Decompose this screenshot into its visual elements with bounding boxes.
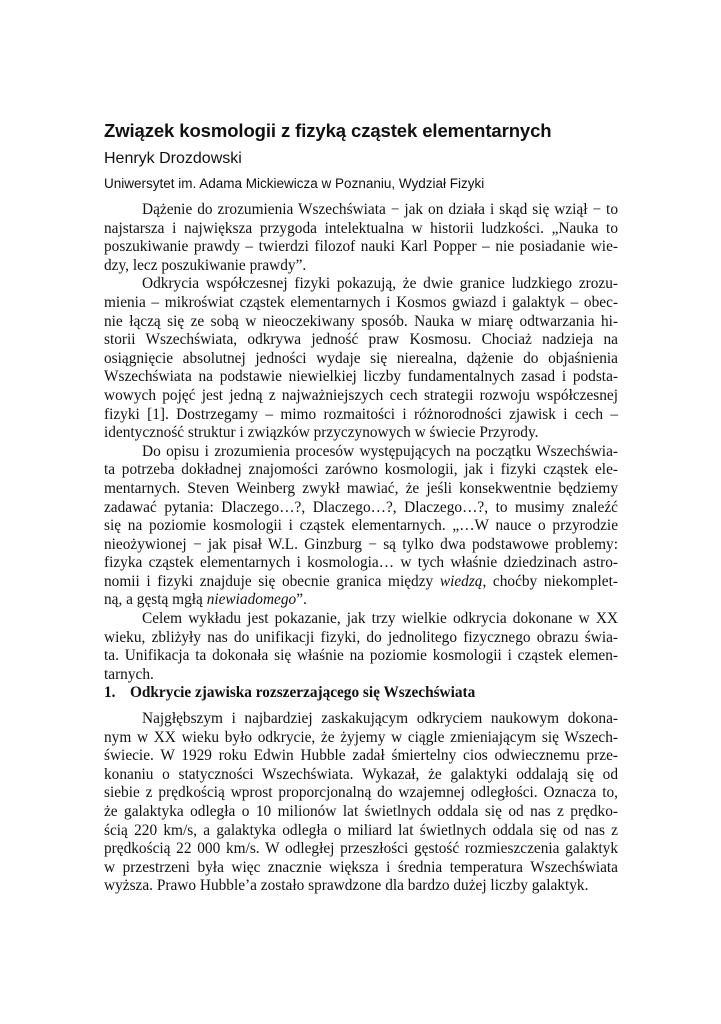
text-line: wieku, zbliżyły nas do unifikacji fizyki, do jednolitego fizycznego obrazu świa- [104, 628, 618, 646]
paragraph [104, 201, 618, 275]
section-number: 1. [104, 684, 116, 701]
text-line: Wszechświata na podstawie niewielkiej liczby fundamentalnych zasad i podsta- [104, 368, 618, 386]
text-line: siebie z prędkością wprost proporcjonalną do wzajemnej odległości. Oznacza to, [104, 784, 618, 802]
text-line: że galaktyka odległa o 10 milionów lat świetlnych oddala się od nas z prędko- [104, 802, 618, 820]
text-run: nomii i fizyki znajduje się obecnie granica między [104, 572, 440, 590]
text-line: ścią 220 km/s, a galaktyka odległa o miliard lat świetlnych oddala się od nas z [104, 821, 618, 839]
text-line: w przestrzeni była więc znacznie większa i średnia temperatura Wszechświata [104, 858, 618, 876]
paper-title: Związek kosmologii z fizyką cząstek elementarnych [104, 120, 552, 141]
text-line: Do opisu i zrozumienia procesów występujących na początku Wszechświa- [142, 442, 618, 460]
text-line: osiągnięcie absolutnej jedności wydaje się nierealna, dążenie do objaśnienia [104, 349, 618, 367]
text-line: zadawać pytania: Dlaczego…?, Dlaczego…?, Dlaczego…?, to musimy znaleźć [104, 498, 618, 516]
text-line: najstarsza i największa przygoda intelektualna w historii ludzkości. „Nauka to [104, 219, 618, 237]
text-line: Odkrycia współczesnej fizyki pokazują, że dwie granice ludzkiego zrozu- [142, 275, 618, 293]
emphasis-text: wiedzą [439, 572, 483, 590]
text-line: prędkością 22 000 km/s. W odległej przeszłości gęstość rozmieszczenia galaktyk [104, 840, 618, 858]
text-line: tarnych. [104, 665, 154, 683]
text-run: , choćby niekomplet- [482, 572, 618, 590]
text-line: mienia – mikroświat cząstek elementarnych i Kosmos gwiazd i galaktyk – obec- [104, 293, 618, 311]
text-line: nym w XX wieku było odkrycie, że żyjemy w ciągle zmieniającym się Wszech- [104, 728, 618, 746]
text-line: ta potrzeba dokładnej znajomości zarówno kosmologii, jak i fizyki cząstek ele- [104, 461, 618, 479]
text-line: Najgłębszym i najbardziej zaskakującym odkryciem naukowym dokona- [142, 710, 618, 727]
text-line: wowych pojęć jest jedną z najważniejszych cech strategii rozwoju współczesnej [104, 386, 618, 404]
paragraph [104, 710, 618, 896]
paragraph [104, 275, 618, 442]
intro-body [104, 201, 618, 684]
text-line [104, 591, 618, 610]
text-line: Celem wykładu jest pokazanie, jak trzy wielkie odkrycia dokonane w XX [142, 610, 618, 628]
section-body [104, 710, 618, 896]
text-run: ną, a gęstą mgłą [104, 591, 207, 609]
text-line: nieożywionej − jak pisał W.L. Ginzburg − są tylko dwa podstawowe problemy: [104, 535, 618, 553]
text-line: konaniu o statyczności Wszechświata. Wykazał, że galaktyki oddalają się od [104, 765, 618, 783]
text-line: poszukiwanie prawdy – twierdzi filozof nauki Karl Popper – nie posiadanie wie- [104, 238, 618, 256]
author-affiliation: Uniwersytet im. Adama Mickiewicza w Poznaniu, Wydział Fizyki [104, 176, 485, 191]
text-line: dzy, lecz poszukiwanie prawdy”. [104, 256, 307, 274]
emphasis-text: niewiadomego [206, 591, 297, 609]
text-line [104, 573, 618, 592]
text-line: identyczność struktur i związków przyczynowych w świecie Przyrody. [104, 424, 539, 442]
text-line: wyższa. Prawo Hubble’a zostało sprawdzone dla bardzo dużej liczby galaktyk. [104, 877, 589, 895]
author-name: Henryk Drozdowski [104, 150, 242, 167]
text-line: się na poziomie kosmologii i cząstek elementarnych. „…W nauce o przyrodzie [104, 517, 618, 535]
paragraph [104, 610, 618, 684]
text-line: mentarnych. Steven Weinberg zwykł mawiać, że jeśli konsekwentnie będziemy [104, 479, 618, 497]
text-line: ta. Unifikacja ta dokonała się właśnie na poziomie kosmologii i cząstek elemen- [104, 647, 618, 665]
text-line: nie łączą się ze sobą w nieoczekiwany sposób. Nauka w miarę odtwarzania hi- [104, 312, 618, 330]
text-line: storii Wszechświata, odkrywa jedność praw Kosmosu. Chociaż nadzieja na [104, 331, 618, 349]
text-line: Dążenie do zrozumienia Wszechświata − jak on działa i skąd się wziął − to [142, 201, 618, 218]
section-heading [104, 684, 475, 702]
section-title: Odkrycie zjawiska rozszerzającego się Wszechświata [130, 684, 476, 701]
text-line: fizyka cząstek elementarnych i kosmologia… w tych właśnie dziedzinach astro- [104, 554, 618, 572]
paragraph [104, 443, 618, 610]
text-line: świecie. W 1929 roku Edwin Hubble zadał śmiertelny cios odwiecznemu prze- [104, 747, 618, 765]
text-run: ”. [296, 591, 307, 609]
text-line: fizyki [1]. Dostrzegamy – mimo rozmaitości i różnorodności zjawisk i cech – [104, 405, 618, 423]
